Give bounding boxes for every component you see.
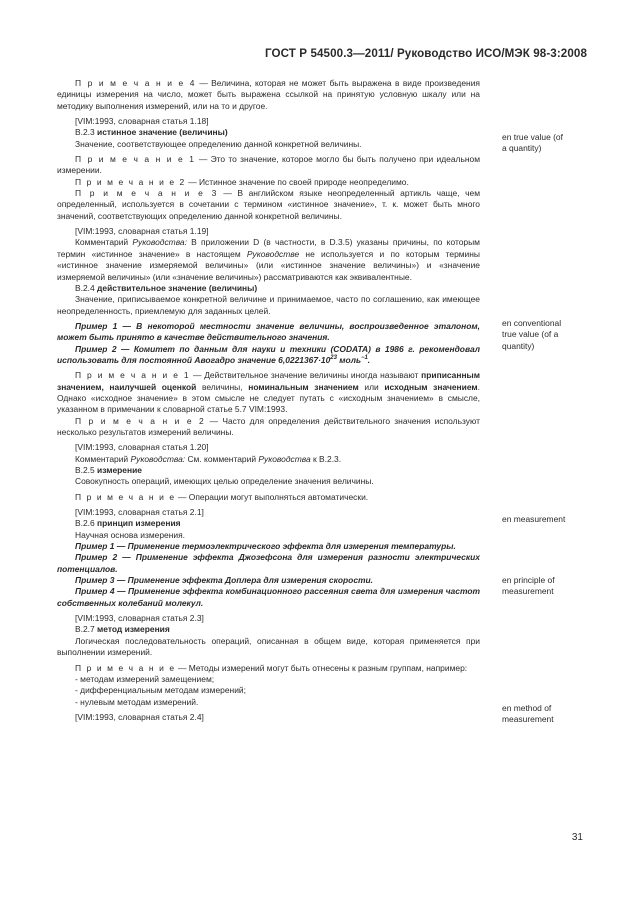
term-b23: В.2.3 истинное значение (величины) (75, 127, 228, 138)
list-item: - нулевым методам измерений. (75, 696, 199, 707)
note-4: П р и м е ч а н и е 4 — Величина, которая не может быть выражена в виде произведения единицы измерения на число, может быть выражена ссылкой на принятую условную шкалу или на методику выполнения измерений, или на то и другое. (57, 78, 480, 111)
term-b25: В.2.5 измерение (75, 465, 142, 475)
term-b27: В.2.7 метод измерения (75, 624, 170, 635)
definition-b26: Научная основа измерения. (75, 529, 186, 540)
side-term-method-of-measurement: en method of measurement (502, 703, 554, 725)
note-3: П р и м е ч а н и е 3 — В английском языке неопределенный артикль чаще, чем определенный, используется в сочетании с термином «истинное значение», т. к. может быть много значений, соответствующих определению данной конкретной величины. (57, 188, 480, 221)
vim-reference: [VIM:1993, словарная статья 2.4] (75, 711, 204, 722)
example-2: Пример 2 — Комитет по данным для науки и техники (CODATA) в 1986 г. рекомендовал использовать для постоянной Авогадро значение $6,0221367\cdot 10^{23}$ моль$^{-1}$. (57, 343, 480, 365)
example-1: Пример 1 — В некоторой местности значение величины, воспроизведенное эталоном, может быть принято в качестве действительного значения. (57, 320, 480, 343)
example-1: Пример 1 — Применение термоэлектрического эффекта для измерения температуры. (75, 541, 456, 552)
definition-b24: Значение, приписываемое конкретной величине и принимаемое, часто по соглашению, как имеющее неопределенность, приемлемую для заданных целей. (57, 294, 480, 316)
definition-b27: Логическая последовательность операций, описанная в общем виде, которая применяется при выполнении измерений. (57, 635, 480, 658)
side-term-true-value: en true value (of a quantity) (502, 132, 563, 154)
side-term-measurement: en measurement (502, 514, 566, 524)
guide-comment: Комментарий Руководства: См. комментарий Руководства к В.2.3. (75, 453, 342, 464)
vim-reference: [VIM:1993, словарная статья 2.3] (75, 613, 204, 624)
note-1: П р и м е ч а н и е 1 — Действительное значение величины иногда называют приписанным значением, наилучшей оценкой величины, номинальным значением или исходным значением. Однако «исходное значение» в этом смысле не следует путать с «исходным значением» в смысле, указанном в примечании к словарной статье 5.7 VIM:1993. (57, 370, 481, 415)
note-label: П р и м е ч а н и е 4 (75, 78, 197, 88)
note: П р и м е ч а н и е — Методы измерений могут быть отнесены к разным группам, например: (75, 662, 468, 673)
note: П р и м е ч а н и е — Операции могут выполняться автоматически. (75, 491, 369, 502)
definition-b25: Совокупность операций, имеющих целью определение значения величины. (75, 476, 374, 487)
list-item: - методам измерений замещением; (75, 673, 215, 684)
vim-reference: [VIM:1993, словарная статья 1.18] (75, 116, 209, 127)
note-2: П р и м е ч а н и е 2 — Истинное значение по своей природе неопределимо. (75, 176, 409, 187)
main-text-column (57, 78, 480, 723)
guide-comment: Комментарий Руководства: В приложении D (в частности, в D.3.5) указаны причины, по которым термин «истинное значение» в настоящем Руководстве не используется и по которым термины «истинное значение измеряемой величины» (или «истинное значение величины») и «значение измеряемой величины» (или «значение величины») рассматриваются как эквивалентные. (57, 237, 480, 282)
page-header: ГОСТ Р 54500.3—2011/ Руководство ИСО/МЭК 98-3:2008 (264, 47, 587, 60)
example-4: Пример 4 — Применение эффекта комбинационного рассеяния света для измерения частот собственных колебаний молекул. (57, 586, 480, 608)
side-term-principle-of-measurement: en principle of measurement (502, 575, 555, 597)
term-b24: В.2.4 действительное значение (величины) (75, 282, 258, 293)
vim-reference: [VIM:1993, словарная статья 1.19] (75, 226, 209, 237)
note-1: П р и м е ч а н и е 1 — Это то значение, которое могло бы быть получено при идеальном измерении. (57, 154, 480, 176)
term-b26: В.2.6 принцип измерения (75, 518, 181, 529)
note-2: П р и м е ч а н и е 2 — Часто для определения действительного значения используют несколько результатов измерений величины. (57, 415, 480, 437)
example-3: Пример 3 — Применение эффекта Доплера для измерения скорости. (75, 575, 374, 586)
side-term-conventional-true-value: en conventional true value (of a quantity) (502, 318, 562, 351)
vim-reference: [VIM:1993, словарная статья 1.20] (75, 442, 209, 453)
vim-reference: [VIM:1993, словарная статья 2.1] (75, 507, 204, 518)
list-item: - дифференциальным методам измерений; (75, 685, 246, 696)
definition-b23: Значение, соответствующее определению данной конкретной величины. (75, 138, 362, 149)
example-2: Пример 2 — Применение эффекта Джозефсона для измерения разности электрических потенциалов. (57, 552, 480, 574)
page-number: 31 (571, 832, 583, 843)
